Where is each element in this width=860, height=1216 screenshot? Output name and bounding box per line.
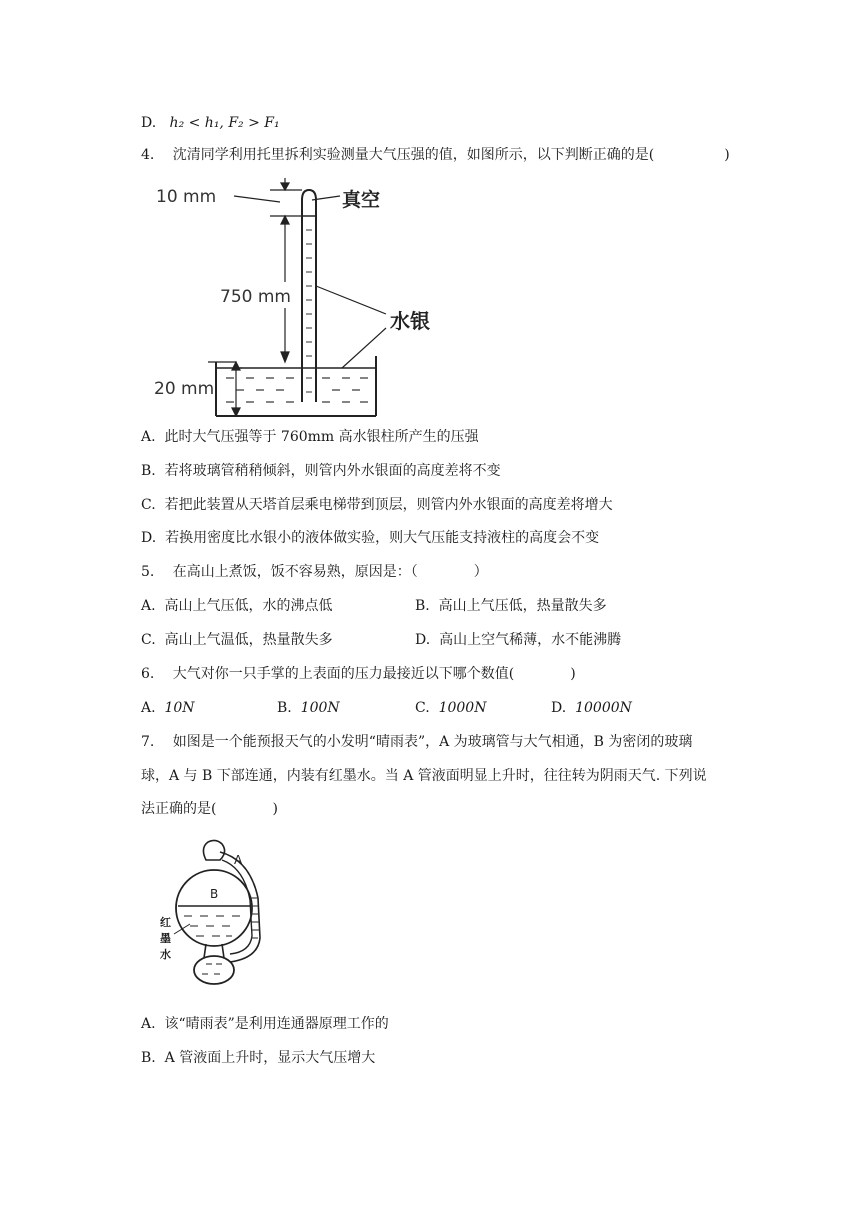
q7-stem-line2: 球，A 与 B 下部连通，内装有红墨水。当 A 管液面明显上升时，往往转为阴雨天气. 下列说 xyxy=(141,768,707,784)
q7-option-b xyxy=(141,1049,375,1067)
q6-option-b xyxy=(277,699,340,717)
q5-option-d-text: 高山上空气稀薄，水不能沸腾 xyxy=(439,632,622,648)
q7-stem-line1: 7. 如图是一个能预报天气的小发明“晴雨表”，A 为玻璃管与大气相通，B 为密闭的玻璃 xyxy=(141,734,693,750)
q6-option-d-text: 10000N xyxy=(575,700,632,716)
mercury-leader-basin xyxy=(342,328,386,368)
q6-option-c-text: 1000N xyxy=(438,700,487,716)
bulb-base xyxy=(194,956,234,984)
q5-option-b xyxy=(415,597,607,615)
tube-a-inner xyxy=(222,860,252,954)
q3-option-d-text: h₂ < h₁, F₂ > F₁ xyxy=(169,115,280,131)
q6-stem: 6. 大气对你一只手掌的上表面的压力最接近以下哪个数值( ) xyxy=(141,666,576,682)
q5-option-a-text: 高山上气压低，水的沸点低 xyxy=(164,598,333,614)
bulb-neck-left xyxy=(204,944,206,958)
q6-option-a-text: 10N xyxy=(164,700,195,716)
q6-option-b-text: 100N xyxy=(300,700,340,716)
q6-option-d xyxy=(551,699,632,717)
bulb-neck-right xyxy=(222,944,224,958)
label-red-ink-1: 红 xyxy=(160,916,171,929)
q7-option-a-label: A. xyxy=(141,1016,156,1032)
mercury-leader-tube xyxy=(316,286,386,314)
label-a: A xyxy=(234,853,243,867)
q7-option-a xyxy=(141,1015,389,1033)
q5-option-c-text: 高山上气温低，热量散失多 xyxy=(164,632,333,648)
q5-option-c xyxy=(141,631,333,649)
q4-option-c-text: 若把此装置从天塔首层乘电梯带到顶层，则管内外水银面的高度差将增大 xyxy=(164,497,613,513)
q7-option-b-label: B. xyxy=(141,1050,156,1066)
q4-option-c-label: C. xyxy=(141,497,156,513)
q4-option-b-label: B. xyxy=(141,463,156,479)
q6-option-a xyxy=(141,699,195,717)
q5-stem: 5. 在高山上煮饭，饭不容易熟，原因是：（ ） xyxy=(141,564,488,580)
q6-option-a-label: A. xyxy=(141,700,156,716)
q7-stem-line3: 法正确的是( ) xyxy=(141,801,278,817)
bulb-top-neck xyxy=(203,840,224,860)
q4-option-d-label: D. xyxy=(141,530,157,546)
q4-option-a-text: 此时大气压强等于 760mm 高水银柱所产生的压强 xyxy=(164,429,479,445)
label-b: B xyxy=(210,887,219,901)
q3-option-d-label: D. xyxy=(141,115,157,131)
q7-option-b-text: A 管液面上升时，显示大气压增大 xyxy=(164,1050,376,1066)
basin-mercury-dashes xyxy=(226,378,368,402)
q5-option-a-label: A. xyxy=(141,598,156,614)
torricelli-figure xyxy=(150,178,450,420)
q6-option-d-label: D. xyxy=(551,700,567,716)
q5-option-a xyxy=(141,597,332,615)
q5-option-b-label: B. xyxy=(415,598,430,614)
q4-option-d-text: 若换用密度比水银小的液体做实验，则大气压能支持液柱的高度会不变 xyxy=(165,530,600,546)
sphere-red-ink-dashes xyxy=(184,916,240,974)
label-750mm: 750 mm xyxy=(220,287,291,307)
barometer-figure xyxy=(160,838,280,998)
glass-tube xyxy=(302,190,316,402)
red-ink-leader xyxy=(174,924,190,934)
q6-option-b-label: B. xyxy=(277,700,292,716)
q3-option-d xyxy=(141,114,280,132)
q4-option-c xyxy=(141,496,613,514)
q4-option-d xyxy=(141,529,599,547)
q6-option-c-label: C. xyxy=(415,700,430,716)
tube-a-outer xyxy=(220,852,260,962)
label-red-ink-3: 水 xyxy=(160,948,171,961)
q5-option-c-label: C. xyxy=(141,632,156,648)
q4-option-b-text: 若将玻璃管稍稍倾斜，则管内外水银面的高度差将不变 xyxy=(164,463,501,479)
q4-stem: 4. 沈清同学利用托里拆利实验测量大气压强的值，如图所示，以下判断正确的是( ) xyxy=(141,147,730,163)
q4-option-a-label: A. xyxy=(141,429,156,445)
sphere-b xyxy=(176,870,252,946)
q4-option-a xyxy=(141,428,479,446)
label-mercury: 水银 xyxy=(390,309,430,333)
q5-option-d xyxy=(415,631,621,649)
label-10mm: 10 mm xyxy=(156,187,217,207)
label-20mm: 20 mm xyxy=(154,379,215,399)
label-red-ink-2: 墨 xyxy=(160,932,171,945)
label-vacuum: 真空 xyxy=(342,189,381,211)
mercury-basin xyxy=(216,356,376,416)
dim-10mm xyxy=(234,178,302,228)
q7-option-a-text: 该“晴雨表”是利用连通器原理工作的 xyxy=(164,1016,389,1032)
q4-option-b xyxy=(141,462,501,480)
q5-option-d-label: D. xyxy=(415,632,431,648)
q6-option-c xyxy=(415,699,486,717)
q5-option-b-text: 高山上气压低，热量散失多 xyxy=(438,598,607,614)
